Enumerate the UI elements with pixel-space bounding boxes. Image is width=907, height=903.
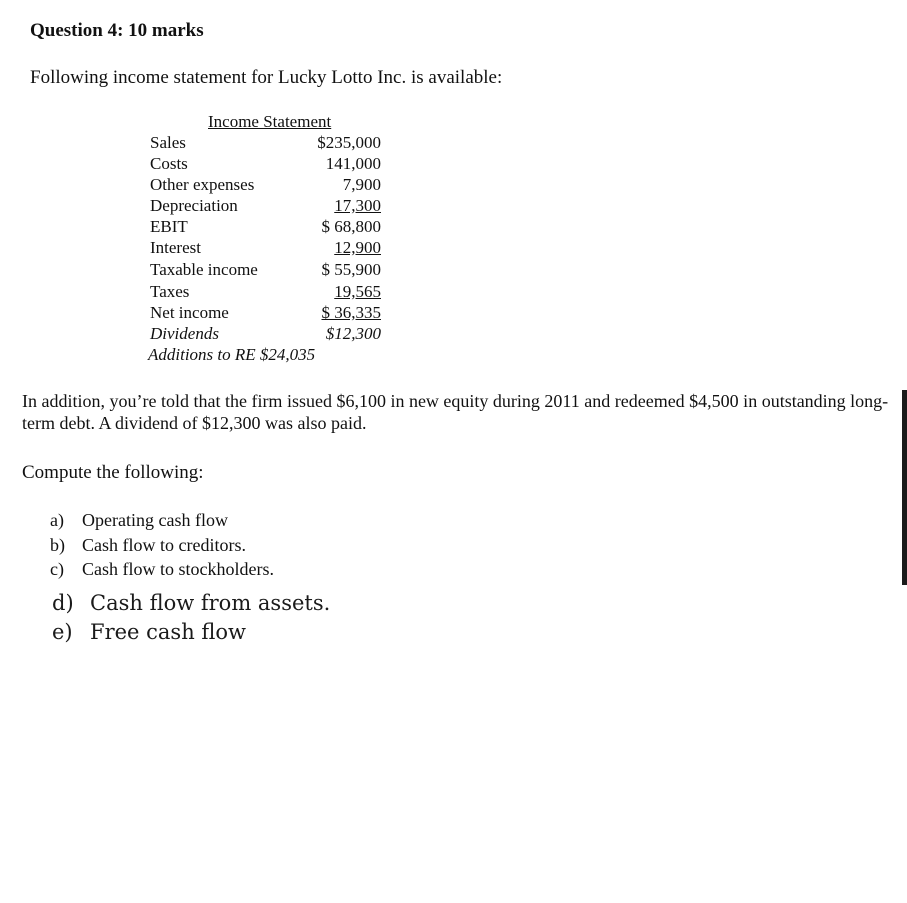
row-label-net-income: Net income bbox=[150, 303, 229, 322]
row-value-net-income: $ 36,335 bbox=[321, 303, 381, 322]
task-letter: d) bbox=[52, 591, 74, 615]
row-value-other-expenses: 7,900 bbox=[342, 175, 381, 194]
row-label-depreciation: Depreciation bbox=[150, 196, 238, 215]
row-label-interest: Interest bbox=[150, 238, 201, 257]
task-text: Operating cash flow bbox=[82, 510, 228, 530]
task-item-b bbox=[50, 535, 246, 556]
row-value-depreciation: 17,300 bbox=[334, 196, 381, 215]
task-text: Cash flow to stockholders. bbox=[82, 559, 274, 579]
row-value-dividends: $12,300 bbox=[325, 324, 381, 343]
row-label-taxable-income: Taxable income bbox=[150, 260, 258, 279]
row-value-ebit: $ 68,800 bbox=[321, 217, 381, 236]
compute-heading: Compute the following: bbox=[22, 462, 204, 483]
income-statement-title: Income Statement bbox=[208, 112, 332, 131]
row-value-costs: 141,000 bbox=[325, 154, 381, 173]
task-text: Free cash flow bbox=[90, 620, 247, 644]
task-item-d bbox=[52, 591, 330, 615]
row-label-sales: Sales bbox=[150, 133, 186, 152]
task-letter: b) bbox=[50, 535, 65, 555]
task-text: Cash flow to creditors. bbox=[82, 535, 246, 555]
row-label-dividends: Dividends bbox=[150, 324, 219, 343]
row-value-sales: $235,000 bbox=[317, 133, 381, 152]
task-text: Cash flow from assets. bbox=[90, 591, 331, 615]
additions-to-re: Additions to RE $24,035 bbox=[148, 345, 316, 364]
question-title: Question 4: 10 marks bbox=[30, 20, 204, 41]
row-label-ebit: EBIT bbox=[150, 217, 188, 236]
task-item-c bbox=[50, 559, 274, 580]
task-item-a bbox=[50, 510, 228, 531]
task-letter: a) bbox=[50, 510, 64, 530]
row-label-costs: Costs bbox=[150, 154, 188, 173]
task-letter: e) bbox=[52, 620, 73, 644]
row-label-other-expenses: Other expenses bbox=[150, 175, 255, 194]
page-edge-bar bbox=[902, 390, 907, 585]
question-intro: Following income statement for Lucky Lotto Inc. is available: bbox=[30, 67, 503, 88]
additional-info-paragraph: In addition, you’re told that the firm issued $6,100 in new equity during 2011 and redeemed $4,500 in outstanding long-term debt. A dividend of $12,300 was also paid. bbox=[22, 391, 889, 433]
row-value-taxable-income: $ 55,900 bbox=[321, 260, 381, 279]
task-letter: c) bbox=[50, 559, 64, 579]
row-label-taxes: Taxes bbox=[150, 282, 190, 301]
task-item-e bbox=[52, 620, 246, 644]
row-value-taxes: 19,565 bbox=[334, 282, 381, 301]
row-value-interest: 12,900 bbox=[334, 238, 381, 257]
